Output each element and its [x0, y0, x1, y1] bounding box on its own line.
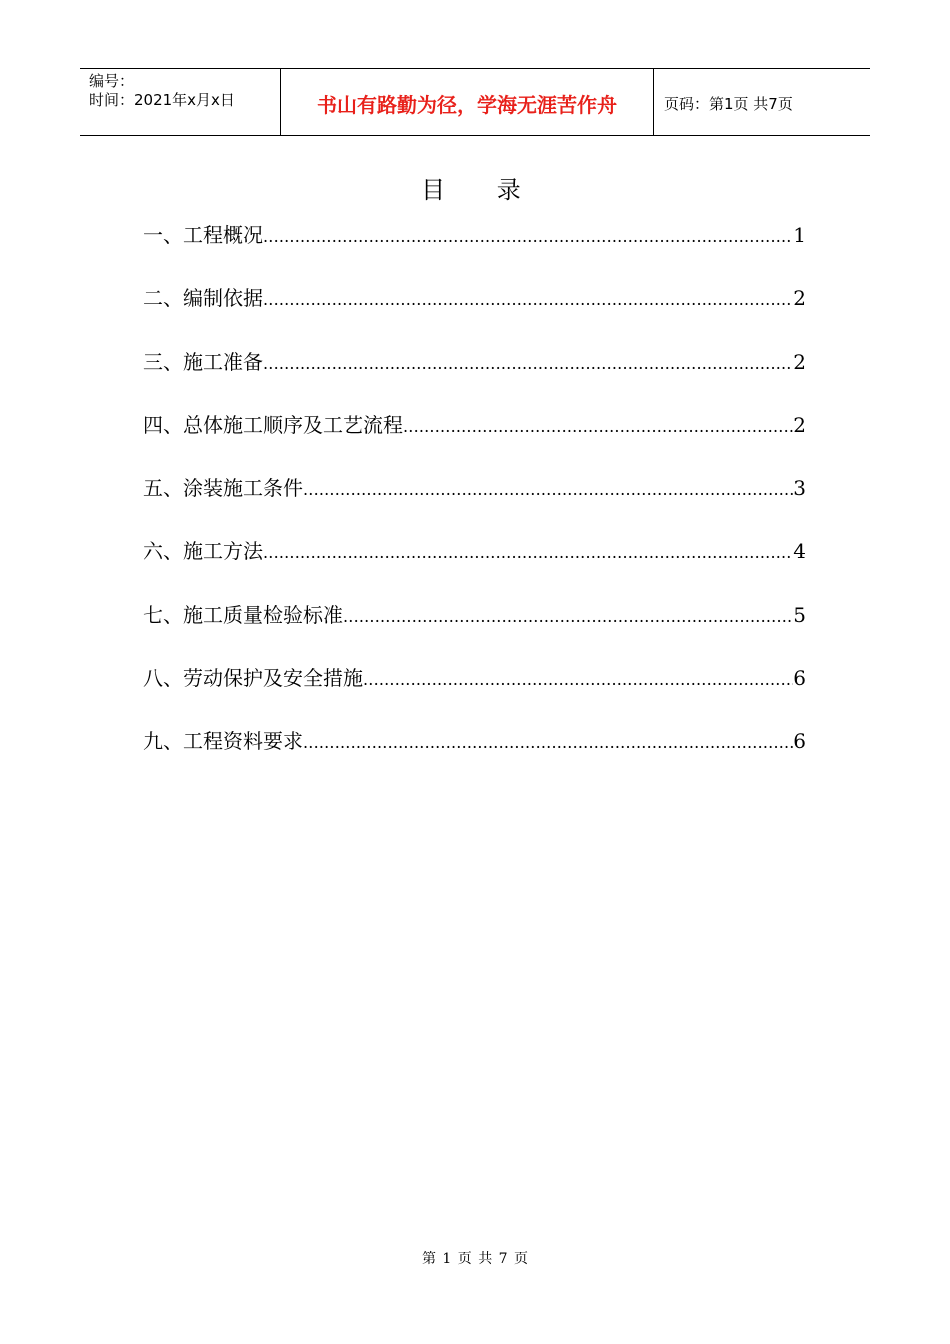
header-motto-cell [281, 69, 654, 135]
serial-number-label: 编号： [89, 72, 135, 90]
toc-dot-leader [263, 354, 793, 373]
toc-entry[interactable] [143, 409, 806, 472]
toc-entry[interactable] [143, 346, 806, 409]
toc-entry[interactable] [143, 725, 806, 788]
toc-entry-text: 四、总体施工顺序及工艺流程 [143, 412, 403, 437]
toc-list [143, 219, 806, 789]
toc-entry[interactable] [143, 472, 806, 535]
toc-entry-text: 八、劳动保护及安全措施 [143, 666, 363, 691]
toc-entry-page: 2 [793, 349, 806, 374]
toc-entry-text: 三、施工准备 [143, 349, 263, 374]
toc-entry-page: 6 [793, 729, 806, 754]
motto-text: 书山有路勤为径，学海无涯苦作舟 [317, 92, 617, 117]
date-label: 时间：2021年x月x日 [89, 91, 235, 109]
toc-entry-text: 五、涂装施工条件 [143, 476, 303, 501]
toc-entry-page: 1 [793, 223, 806, 247]
toc-dot-leader [403, 417, 793, 436]
toc-entry[interactable] [143, 535, 806, 598]
toc-dot-leader [303, 480, 793, 499]
toc-entry[interactable] [143, 599, 806, 662]
toc-entry-text: 九、工程资料要求 [143, 729, 303, 754]
header-meta-cell [80, 69, 281, 135]
toc-entry-page: 6 [793, 666, 806, 691]
toc-entry-page: 4 [793, 539, 806, 564]
toc-entry-page: 2 [793, 412, 806, 437]
toc-entry[interactable] [143, 219, 806, 282]
toc-entry-text: 六、施工方法 [143, 539, 263, 564]
toc-dot-leader [303, 733, 793, 752]
toc-entry-page: 3 [793, 476, 806, 501]
toc-entry-text: 一、工程概况 [143, 223, 263, 247]
toc-dot-leader [263, 227, 793, 246]
toc-dot-leader [343, 607, 793, 626]
toc-title: 目 录 [421, 176, 543, 204]
page-header [80, 68, 870, 136]
toc-entry-page: 5 [793, 602, 806, 627]
page-footer: 第 1 页 共 7 页 [421, 1251, 529, 1267]
toc-entry[interactable] [143, 662, 806, 725]
toc-entry-text: 七、施工质量检验标准 [143, 602, 343, 627]
toc-dot-leader [263, 290, 793, 309]
toc-dot-leader [263, 543, 793, 562]
toc-entry-text: 二、编制依据 [143, 286, 263, 311]
toc-entry[interactable] [143, 282, 806, 345]
header-page-cell [654, 69, 870, 135]
header-page-info: 页码：第1页 共7页 [664, 94, 793, 113]
toc-entry-page: 2 [793, 286, 806, 311]
toc-dot-leader [363, 670, 793, 689]
